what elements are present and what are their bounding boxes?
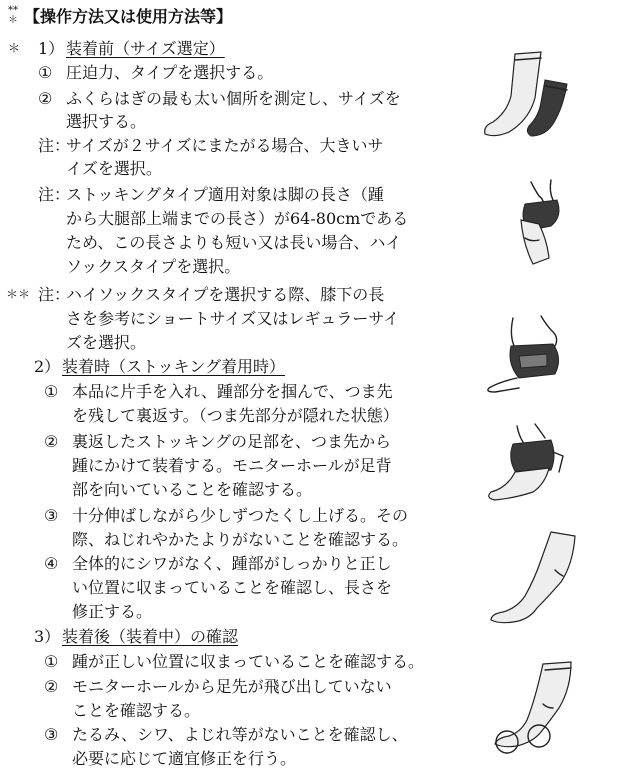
section-title: 装着前（サイズ選定） [66,39,225,58]
note-label: 注： [38,285,71,304]
revision-mark: ＊ [8,15,18,26]
note-label: 注： [38,185,71,204]
note-text: ズを選択。 [66,333,147,352]
note-text: サイズが２サイズにまたがる場合、大きいサ [66,136,384,155]
checking-fit-illustration [455,660,615,760]
inverting-stocking-illustration [455,178,615,268]
item-text: 踵にかけて装着する。モニターホールが足背 [72,456,392,475]
section-title: 装着後（装着中）の確認 [62,627,239,646]
item-text: 全体的にシワがなく、踵部がしっかりと正し [72,554,392,573]
item-number: ② [44,677,59,696]
item-number: ③ [44,725,59,744]
section-number: 2） [34,357,61,376]
note-text: ソックスタイプを選択。 [66,257,241,276]
item-text: を残して裏返す。（つま先部分が隠れた状態） [72,406,399,425]
note-text: ハイソックスタイプを選択する際、膝下の長 [66,285,385,304]
section-heading: 【操作方法又は使用方法等】 [24,7,233,26]
item-number: ② [38,89,53,108]
revision-mark: ＊＊ [6,287,31,301]
note-text: イズを選択。 [66,159,162,178]
item-number: ③ [44,506,59,525]
item-text: い位置に収まっていることを確認し、長さを [72,578,393,597]
item-text: 十分伸ばしながら少しずつたくし上げる。その [72,506,409,525]
item-text: 際、ねじれやかたよりがないことを確認する。 [72,530,409,549]
stocking-types-illustration [455,50,615,140]
item-text: 裏返したストッキングの足部を、つま先から [72,432,392,451]
section-number: 3） [34,627,61,646]
smoothing-stocking-illustration [455,530,615,625]
section-title: 装着時（ストッキング着用時） [62,357,286,376]
item-text: ことを確認する。 [72,701,201,720]
note-text: ため、この長さよりも短い又は長い場合、ハイ [66,233,402,252]
item-text: たるみ、シワ、よじれ等がないことを確認し、 [72,725,408,744]
item-text: 選択する。 [66,112,147,131]
item-text: 踵が正しい位置に収まっていることを確認する。 [72,652,425,671]
item-text: 部を向いていることを確認する。 [72,480,313,499]
item-text: 修正する。 [72,602,153,621]
note-text: ストッキングタイプ適用対象は脚の長さ（踵 [66,185,384,204]
item-text: 必要に応じて適宜修正を行う。 [72,749,297,768]
item-text: ふくらはぎの最も太い個所を測定し、サイズを [66,89,401,108]
pulling-up-illustration [455,422,615,504]
note-text: から大腿部上端までの長さ）が64-80cmである [66,209,409,228]
note-label: 注： [38,136,71,155]
item-number: ② [44,432,59,451]
item-text: 本品に片手を入れ、踵部分を掴んで、つま先 [72,382,393,401]
item-number: ① [44,382,59,401]
section-number: 1） [38,39,65,58]
item-number: ④ [44,554,59,573]
item-number: ① [44,652,59,671]
item-text: モニターホールから足先が飛び出していない [72,677,392,696]
putting-on-foot-illustration [455,312,615,394]
note-text: さを参考にショートサイズ又はレギュラーサイ [66,309,400,328]
item-number: ① [38,63,53,82]
revision-mark: ** [8,5,18,16]
revision-mark: ＊ [8,41,21,55]
item-text: 圧迫力、タイプを選択する。 [66,63,274,82]
